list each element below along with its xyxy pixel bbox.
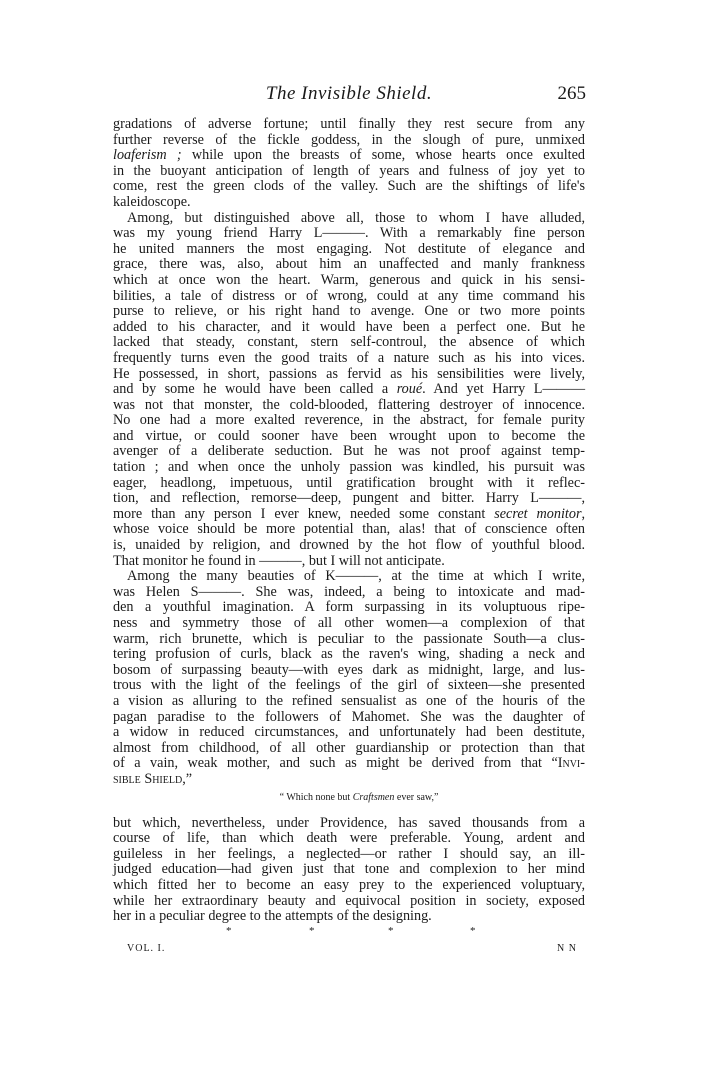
text-line: pagan paradise to the followers of Mahomet. She was the daughter of: [113, 708, 585, 725]
text-line: course of life, than which death were preferable. Young, ardent and: [113, 830, 585, 847]
text-line: That monitor he found in ———, but I will not anticipate.: [113, 552, 445, 569]
text-segment: sible Shield: [113, 770, 183, 787]
text-segment: ,”: [182, 770, 193, 787]
text-line: [113, 756, 585, 772]
epigraph-segment: “ Which none but: [279, 791, 353, 803]
text-line: ness and symmetry those of all other women—a complexion of that: [113, 615, 585, 631]
page-number: 265: [557, 83, 586, 104]
text-line: a vision as alluring to the refined sensualist as one of the houris of the: [113, 692, 585, 709]
text-line: tering profusion of curls, black as the raven's wing, shading a neck and: [113, 646, 585, 663]
running-title: The Invisible Shield.: [265, 83, 433, 104]
text-segment: loaferism ;: [113, 147, 182, 164]
text-line: lacked that steady, constant, stern self-controul, the absence of which: [113, 334, 585, 351]
text-line: he united manners the most engaging. Not destitute of elegance and: [113, 240, 585, 257]
asterism-star: *: [388, 925, 394, 937]
text-segment: Invi-: [557, 755, 585, 772]
paragraph-4: [113, 816, 585, 925]
text-line: and virtue, or could sooner have been wrought upon to become the: [113, 427, 585, 444]
text-line: trous with the light of the feelings of the girl of sixteen—she presented: [113, 677, 585, 694]
text-line: while her extraordinary beauty and equivocal position in society, exposed: [113, 892, 585, 909]
text-line: avenger of a deliberate seduction. But he was not proof against temp-: [113, 443, 585, 460]
text-line: He possessed, in short, passions as fervid as his sensibilities were lively,: [113, 365, 585, 382]
text-line: whose voice should be more potential than, alas! that of conscience often: [113, 521, 585, 538]
text-line: added to his character, and it would have been a perfect one. But he: [113, 318, 585, 335]
text-line: [113, 148, 585, 164]
text-line: but which, nevertheless, under Providence, has saved thousands from a: [113, 814, 585, 831]
text-line: guileless in her feelings, a neglected—or rather I should say, an ill-: [113, 845, 585, 862]
text-line: purse to relieve, or his right hand to avenge. One or two more points: [113, 303, 585, 320]
text-line: further reverse of the fickle goddess, in the slough of pure, unmixed: [113, 131, 585, 148]
text-segment: roué: [396, 381, 423, 398]
text-line: which fitted her to become an easy prey to the experienced voluptuary,: [113, 876, 585, 893]
text-line: was my young friend Harry L———. With a remarkably fine person: [113, 225, 585, 242]
text-line: bosom of surpassing beauty—with eyes dark as midnight, large, and lus-: [113, 661, 585, 678]
text-segment: secret monitor: [494, 505, 582, 522]
text-segment: . And yet Harry L———: [422, 381, 586, 398]
text-line: Among, but distinguished above all, those to whom I have alluded,: [127, 209, 585, 226]
text-segment: more than any person I ever knew, needed some constant: [113, 505, 495, 522]
text-line: is, unaided by religion, and drowned by the hot flow of youthful blood.: [113, 537, 585, 554]
text-line: come, rest the green clods of the valley. Such are the shiftings of life's: [113, 178, 585, 195]
text-line: bilities, a tale of distress or of wrong, could at any time command his: [113, 287, 585, 304]
text-line: a widow in reduced circumstances, and unfortunately had been destitute,: [113, 724, 585, 741]
asterism-star: *: [470, 925, 476, 937]
text-segment: of a vain, weak mother, and such as might be derived from that “: [113, 755, 558, 772]
volume-label: VOL. I.: [127, 943, 166, 954]
text-line: which at once won the heart. Warm, generous and quick in his sensi-: [113, 271, 585, 288]
body-text: [113, 117, 585, 925]
text-segment: ,: [581, 505, 586, 522]
text-line: [113, 382, 585, 398]
text-line: No one had a more exalted reverence, in the abstract, for female purity: [113, 412, 585, 429]
asterism-star: *: [309, 925, 315, 937]
text-line: kaleidoscope.: [113, 193, 191, 210]
text-line: almost from childhood, of all other guardianship or protection than that: [113, 739, 585, 756]
text-line: frequently turns even the good traits of a nature such as his into vices.: [113, 349, 585, 366]
text-line: gradations of adverse fortune; until finally they rest secure from any: [113, 116, 585, 132]
text-segment: while upon the breasts of some, whose hearts once exulted: [181, 147, 585, 164]
text-segment: and by some he would have been called a: [113, 381, 397, 398]
epigraph-segment: ever saw,”: [394, 791, 439, 803]
text-line: eager, headlong, impetuous, until gratification brought with it reflec-: [113, 474, 585, 491]
running-head: [113, 83, 585, 107]
epigraph-quote: [113, 792, 585, 806]
text-line: in the buoyant anticipation of length of years and fulness of joy yet to: [113, 162, 585, 179]
text-line: Among the many beauties of K———, at the time at which I write,: [127, 568, 585, 585]
text-line: den a youthful imagination. A form surpassing in its voluptuous ripe-: [113, 599, 585, 616]
text-line: was Helen S———. She was, indeed, a being to intoxicate and mad-: [113, 583, 585, 600]
text-line: [113, 507, 585, 523]
signature-mark: N N: [557, 943, 577, 954]
text-line: [113, 772, 585, 788]
text-line: grace, there was, also, about him an unaffected and manly frankness: [113, 256, 585, 273]
paragraph-2: [113, 211, 585, 570]
text-line: her in a peculiar degree to the attempts of the designing.: [113, 908, 432, 925]
asterism-star: *: [226, 925, 232, 937]
text-line: tation ; and when once the unholy passion was kindled, his pursuit was: [113, 459, 585, 476]
text-line: warm, rich brunette, which is peculiar to the passionate South—a clus-: [113, 630, 585, 647]
text-line: tion, and reflection, remorse—deep, pungent and bitter. Harry L———,: [113, 490, 585, 507]
paragraph-1: [113, 117, 585, 211]
text-line: judged education—had given just that tone and complexion to her mind: [113, 861, 585, 878]
epigraph-segment: Craftsmen: [352, 791, 395, 803]
text-line: was not that monster, the cold-blooded, flattering destroyer of innocence.: [113, 396, 585, 413]
paragraph-3: [113, 569, 585, 787]
